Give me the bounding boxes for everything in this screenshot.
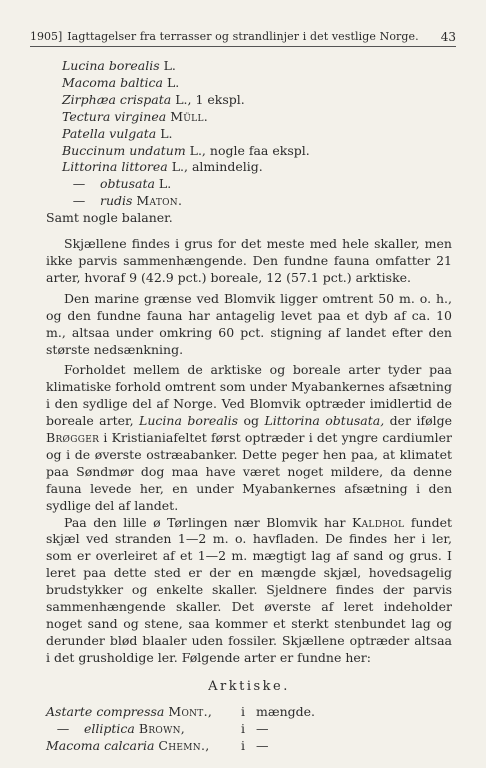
running-header bbox=[30, 28, 456, 47]
species-item: Tectura virginea Müll. bbox=[62, 108, 208, 124]
samt-line: Samt nogle balaner. bbox=[46, 210, 173, 226]
species-item: — rudis Maton. bbox=[72, 193, 183, 209]
table-row: Macoma calcaria Chemn., i — bbox=[46, 737, 269, 753]
header-title: Iagttagelser fra terrasser og strandlinjer i det vestlige Norge. bbox=[67, 30, 419, 43]
section-heading: Arktiske. bbox=[208, 678, 290, 694]
species-item: Patella vulgata L. bbox=[62, 125, 173, 141]
paragraph: Skjællene findes i grus for det meste med hele skaller, men ikke parvis sammenhængende. Den fundne fauna omfatter 21 arter, hvoraf 9 (42.9 pct.) boreale, 12 (57.1 pct.) arktiske. bbox=[46, 236, 452, 285]
page-body bbox=[46, 58, 452, 755]
species-item: Zirphæa crispata L., 1 ekspl. bbox=[62, 91, 245, 107]
species-item: Buccinum undatum L., nogle faa ekspl. bbox=[62, 142, 310, 158]
species-item: Lucina borealis L. bbox=[62, 58, 176, 73]
table-row: — elliptica Brown, i — bbox=[56, 720, 269, 736]
species-list bbox=[46, 58, 452, 210]
species-item: Macoma baltica L. bbox=[62, 74, 180, 90]
header-year: 1905] bbox=[30, 30, 63, 43]
species-item: Littorina littorea L., almindelig. bbox=[62, 159, 263, 175]
paragraph: Den marine grænse ved Blomvik ligger omtrent 50 m. o. h., og den fundne fauna har antagelig levet paa et dyb af ca. 10 m., altsaa under omkring 60 pct. stigning af landet efter den største nedsænkning. bbox=[46, 290, 452, 357]
page-number: 43 bbox=[440, 30, 456, 44]
table-row: Astarte compressa Mont., i mængde. bbox=[46, 703, 316, 719]
paragraph: Forholdet mellem de arktiske og boreale arter tyder paa klimatiske forhold omtrent som under Myabankernes afsætning i den sydlige del af Norge. Ved Blomvik optræder imidlertid de boreale arter, Lucina borealis og Littorina obtusata, der ifølge Brøgger i Kristianiafeltet først optræder i det yngre cardiumler og i de øverste ostræabanker. Dette peger hen paa, at klimatet paa Søndmør dog maa have været noget mildere, da denne fauna levede her, en under Myabankernes afsætning i den sydlige del af landet. bbox=[46, 362, 452, 513]
paragraph: Paa den lille ø Tørlingen nær Blomvik har Kaldhol fundet skjæl ved stranden 1—2 m. o. havfladen. De findes her i ler, som er overleiret af et 1—2 m. mægtigt lag af sand og grus. I leret paa dette sted er der en mængde skjæl, hovedsagelig brudstykker og enkelte skaller. Sjeldnere findes der parvis sammenhængende skaller. Det øverste af leret indeholder noget sand og stene, saa kommer et sterkt stenbundet lag og derunder blød blaaler uden fossiler. Skjællene optræder altsaa i det grusholdige ler. Følgende arter er fundne her: bbox=[46, 514, 452, 665]
species-item: — obtusata L. bbox=[72, 176, 172, 192]
arctic-species-table bbox=[46, 704, 452, 755]
